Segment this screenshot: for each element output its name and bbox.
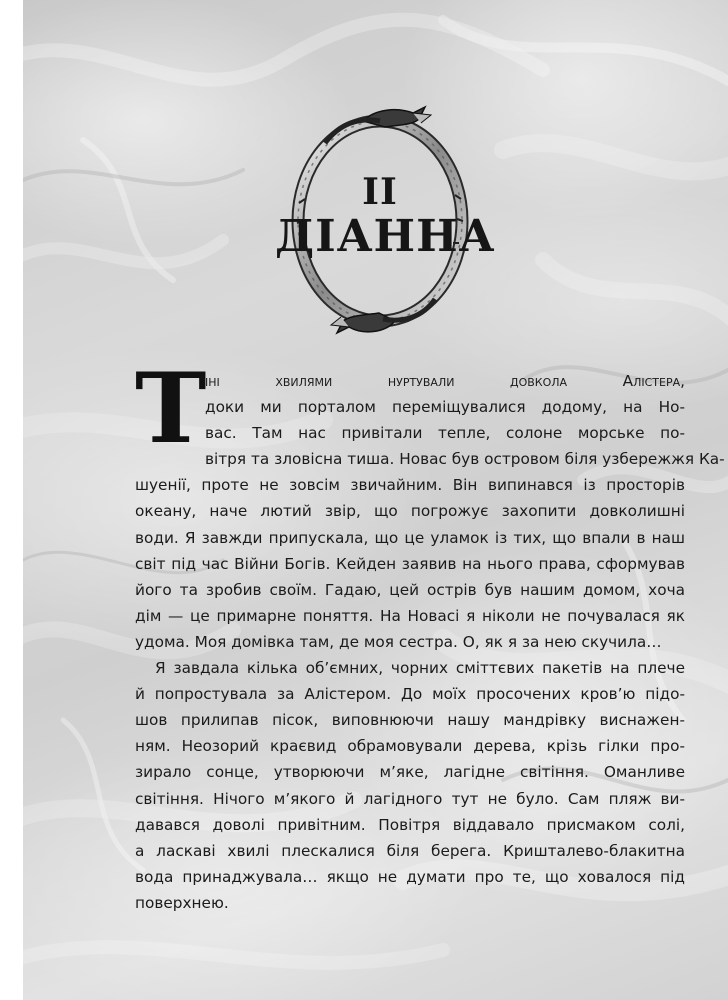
- text-line: доки ми порталом переміщувалися додому, на Но-: [205, 398, 685, 417]
- chapter-body: [135, 352, 725, 916]
- text-line: іні хвилями нуртували довкола Алістера,: [205, 372, 685, 390]
- text-line: вітря та зловісна тиша. Новас був островом біля узбережжя Ка-: [205, 450, 725, 469]
- chapter-title: ДІАННА: [275, 211, 496, 262]
- chapter-emblem: [275, 103, 496, 335]
- text-line: вода принаджувала… якщо не думати про те, що ховалося під: [135, 867, 685, 886]
- paragraph-1: [135, 352, 725, 655]
- text-line: світіння. Нічого м’якого й лагідного тут не було. Сам пляж ви-: [135, 789, 685, 808]
- text-line: його та зробив своїм. Гадаю, цей острів був нашим домом, хоча: [135, 580, 685, 599]
- text-line: удома. Моя домівка там, де моя сестра. О, як я за нею скучила…: [135, 632, 662, 651]
- text-line: й попростувала за Алістером. До моїх просочених кров’ю підо-: [135, 685, 685, 704]
- text-line: ням. Неозорий краєвид обрамовували дерева, крізь гілки про-: [135, 737, 685, 756]
- text-line: шов прилипав пісок, виповнюючи нашу мандрівку виснажен-: [135, 711, 685, 730]
- text-line: поверхнею.: [135, 893, 229, 912]
- text-line: океану, наче лютий звір, що погрожує захопити довколишні: [135, 502, 685, 521]
- text-line: давався доволі привітним. Повітря віддавало присмаком солі,: [135, 815, 685, 834]
- text-line: вас. Там нас привітали тепле, солоне морське по-: [205, 424, 685, 443]
- text-line: дім — це примарне поняття. На Новасі я ніколи не почувалася як: [135, 606, 685, 625]
- text-line: а ласкаві хвилі плескалися біля берега. Кришталево-блакитна: [135, 841, 685, 860]
- drop-cap: Т: [135, 352, 207, 465]
- text-line: Я завдала кілька об’ємних, чорних сміттєвих пакетів на плече: [155, 659, 685, 678]
- text-line: світ під час Війни Богів. Кейден заявив на нього права, сформував: [135, 554, 685, 573]
- paragraph-2: [135, 655, 685, 916]
- chapter-number: II: [362, 171, 398, 213]
- text-line: води. Я завжди припускала, що це уламок із тих, що впали в наш: [135, 528, 685, 547]
- book-page: [23, 0, 728, 1000]
- text-line: шуенії, проте не зовсім звичайним. Він випинався із просторів: [135, 476, 685, 495]
- text-line: зирало сонце, утворюючи м’яке, лагідне світіння. Оманливе: [135, 763, 685, 782]
